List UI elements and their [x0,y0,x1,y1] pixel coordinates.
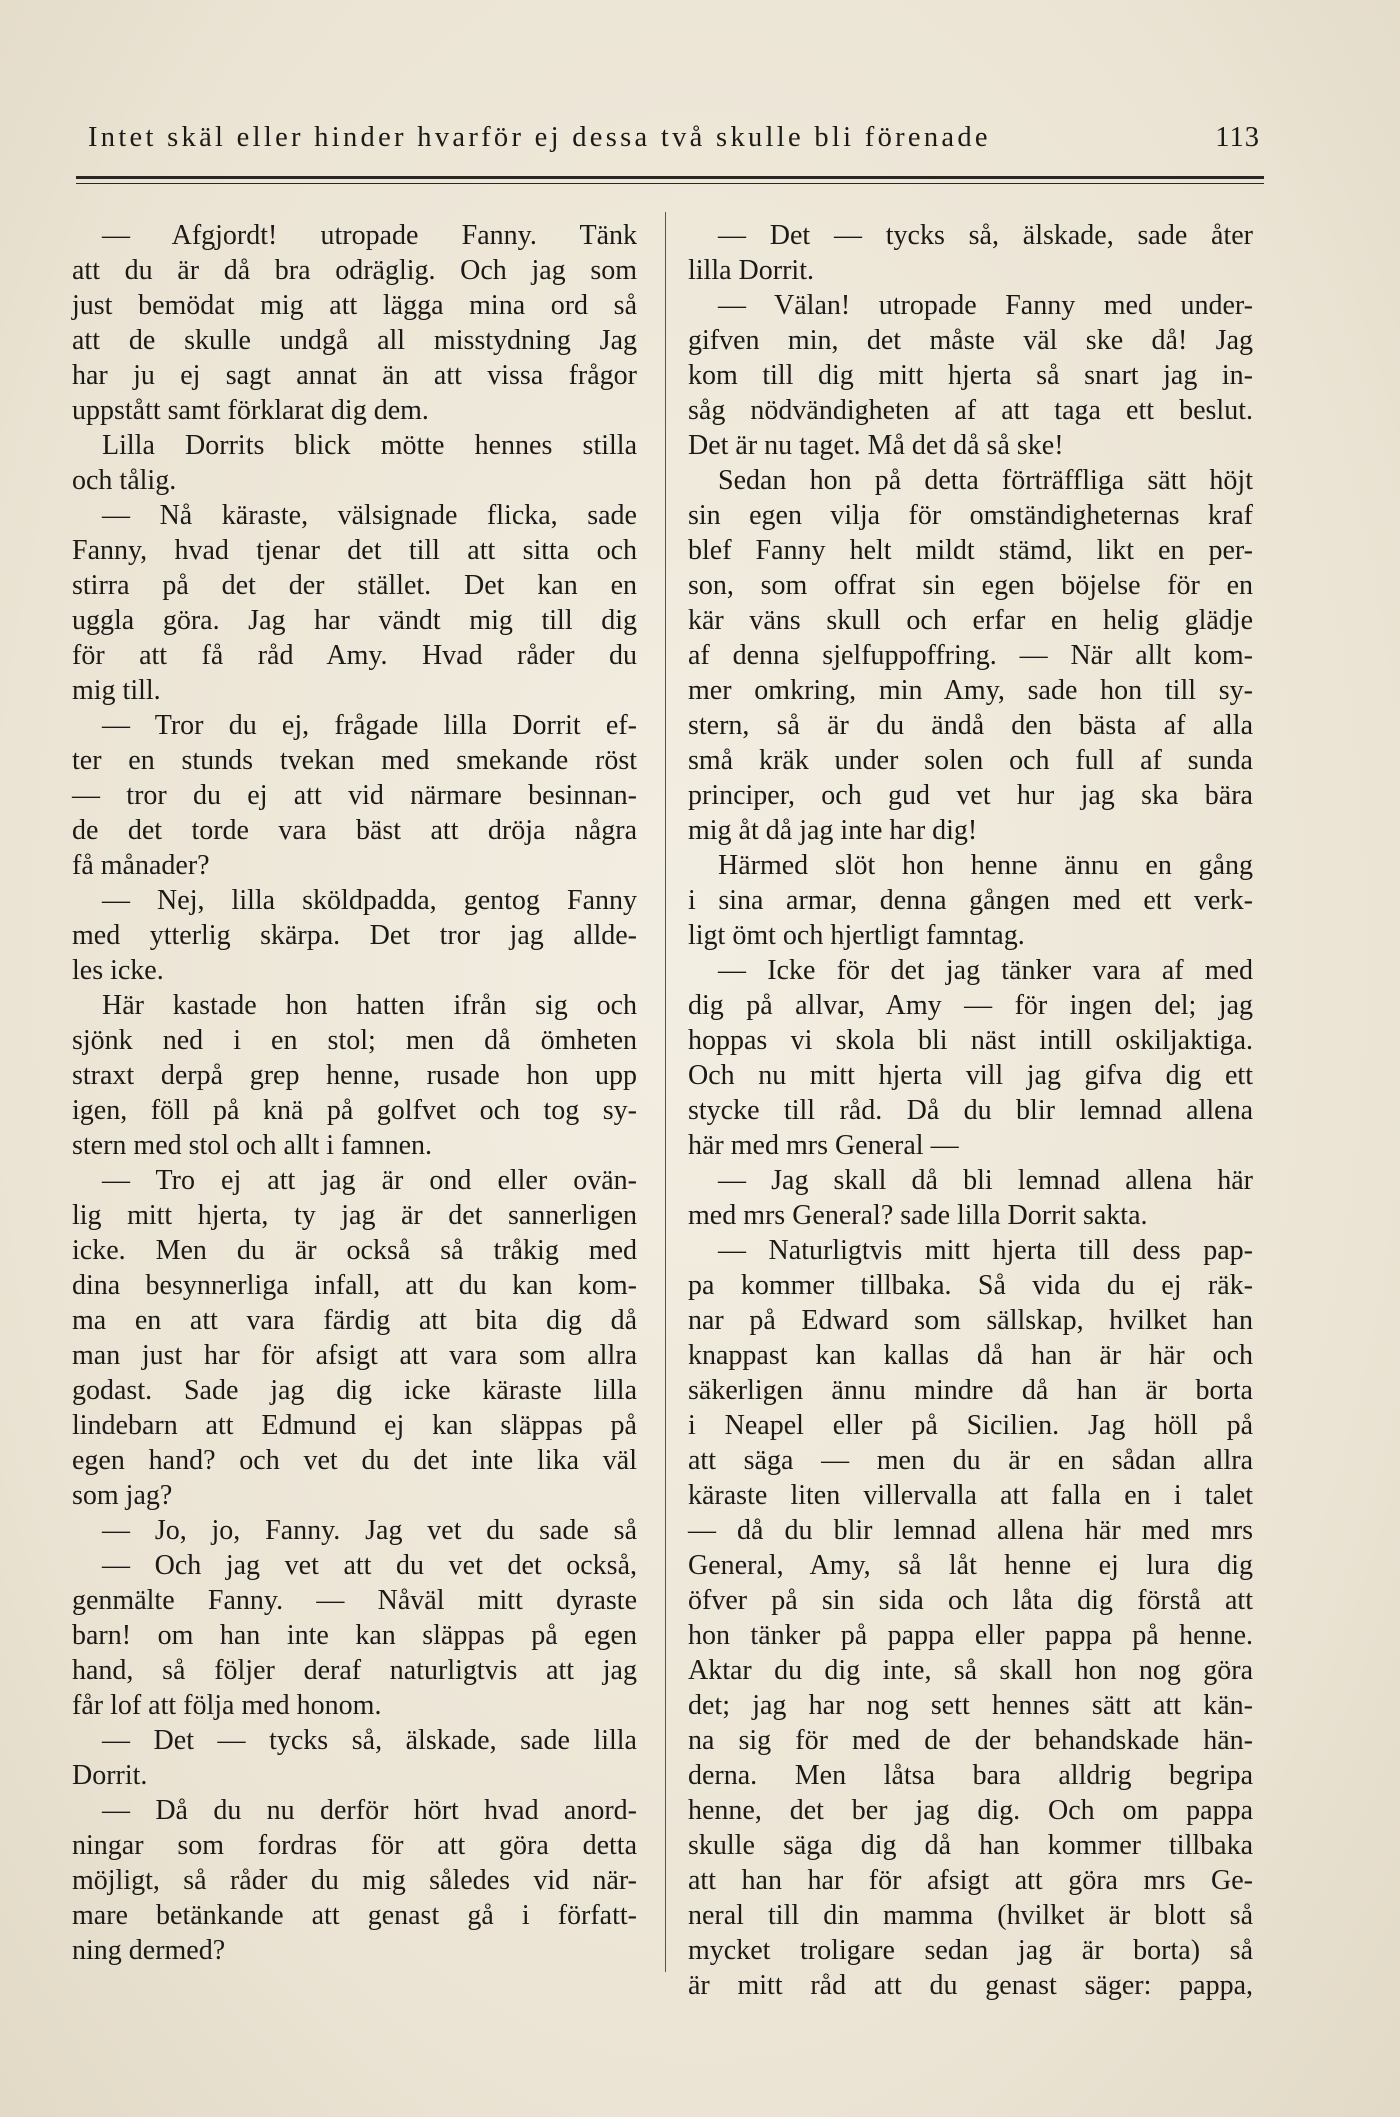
text-line: — Tror du ej, frågade lilla Dorrit ef- [102,710,637,741]
text-line: nar på Edward som sällskap, hvilket han [688,1305,1253,1336]
text-line: för att få råd Amy. Hvad råder du [72,640,637,671]
text-line: Dorrit. [72,1760,148,1791]
text-line: mig åt då jag inte har dig! [688,815,978,846]
text-line: pa kommer tillbaka. Så vida du ej räk- [688,1270,1253,1301]
text-line: stirra på det der stället. Det kan en [72,570,637,601]
text-line: lig mitt hjerta, ty jag är det sannerligen [72,1200,637,1231]
text-line: — Nå käraste, välsignade flicka, sade [102,500,637,531]
text-line: de det torde vara bäst att dröja några [72,815,637,846]
text-line: — Tro ej att jag är ond eller ovän- [102,1165,637,1196]
text-line: med ytterlig skärpa. Det tror jag allde- [72,920,637,951]
text-line: att de skulle undgå all misstydning Jag [72,325,637,356]
text-line: med mrs General? sade lilla Dorrit sakta. [688,1200,1148,1231]
text-line: just bemödat mig att lägga mina ord så [72,290,637,321]
column-divider [665,212,666,1972]
text-line: straxt derpå grep henne, rusade hon upp [72,1060,637,1091]
text-line: kom till dig mitt hjerta så snart jag in- [688,360,1253,391]
text-line: igen, föll på knä på golfvet och tog sy- [72,1095,637,1126]
text-line: kär väns skull och erfar en helig glädje [688,605,1253,636]
text-line: mer omkring, min Amy, sade hon till sy- [688,675,1253,706]
text-line: lindebarn att Edmund ej kan släppas på [72,1410,637,1441]
text-line: hoppas vi skola bli näst intill oskiljaktiga. [688,1025,1253,1056]
text-line: Härmed slöt hon henne ännu en gång [718,850,1253,881]
text-line: knappast kan kallas då han är här och [688,1340,1253,1371]
text-line: mare betänkande att genast gå i författ- [72,1900,637,1931]
text-line: det; jag har nog sett hennes sätt att kän- [688,1690,1253,1721]
text-line: son, som offrat sin egen böjelse för en [688,570,1253,601]
text-line: Lilla Dorrits blick mötte hennes stilla [102,430,637,461]
left-text-column [72,218,637,1968]
right-text-column [688,218,1253,2003]
text-line: principer, och gud vet hur jag ska bära [688,780,1253,811]
text-line: ningar som fordras för att göra detta [72,1830,637,1861]
page-header [80,122,1260,162]
text-line: dig på allvar, Amy — för ingen del; jag [688,990,1253,1021]
text-line: neral till din mamma (hvilket är blott så [688,1900,1253,1931]
text-line: får lof att följa med honom. [72,1690,382,1721]
text-line: Det är nu taget. Må det då så ske! [688,430,1064,461]
text-line: här med mrs General — [688,1130,959,1161]
text-line: gifven min, det måste väl ske då! Jag [688,325,1253,356]
text-line: och tålig. [72,465,177,496]
text-line: egen hand? och vet du det inte lika väl [72,1445,637,1476]
text-line: har ju ej sagt annat än att vissa frågor [72,360,637,391]
text-line: na sig för med de der behandskade hän- [688,1725,1253,1756]
text-line: få månader? [72,850,210,881]
text-line: — Välan! utropade Fanny med under- [718,290,1253,321]
text-line: Aktar du dig inte, så skall hon nog göra [688,1655,1253,1686]
text-line: är mitt råd att du genast säger: pappa, [688,1970,1253,2001]
text-line: uppstått samt förklarat dig dem. [72,395,429,426]
text-line: stern, så är du ändå den bästa af alla [688,710,1253,741]
text-line: öfver på sin sida och låta dig förstå att [688,1585,1253,1616]
text-line: mycket troligare sedan jag är borta) så [688,1935,1253,1966]
text-line: i Neapel eller på Sicilien. Jag höll på [688,1410,1253,1441]
text-line: ning dermed? [72,1935,226,1966]
text-line: Fanny, hvad tjenar det till att sitta och [72,535,637,566]
text-line: som jag? [72,1480,173,1511]
text-line: — Och jag vet att du vet det också, [102,1550,637,1581]
text-line: stern med stol och allt i famnen. [72,1130,433,1161]
text-line: att du är då bra odräglig. Och jag som [72,255,637,286]
text-line: dina besynnerliga infall, att du kan kom- [72,1270,637,1301]
text-line: Och nu mitt hjerta vill jag gifva dig ett [688,1060,1253,1091]
text-line: såg nödvändigheten af att taga ett beslut. [688,395,1253,426]
text-line: les icke. [72,955,164,986]
text-line: — Afgjordt! utropade Fanny. Tänk [102,220,637,251]
text-line: man just har för afsigt att vara som allra [72,1340,637,1371]
text-line: — tror du ej att vid närmare besinnan- [72,780,637,811]
text-line: derna. Men låtsa bara alldrig begripa [688,1760,1253,1791]
text-line: att han har för afsigt att göra mrs Ge- [688,1865,1253,1896]
text-line: — då du blir lemnad allena här med mrs [688,1515,1253,1546]
text-line: möjligt, så råder du mig således vid när- [72,1865,637,1896]
text-line: stycke till råd. Då du blir lemnad allena [688,1095,1253,1126]
text-line: — Det — tycks så, älskade, sade lilla [102,1725,637,1756]
text-line: att säga — men du är en sådan allra [688,1445,1253,1476]
text-line: — Jo, jo, Fanny. Jag vet du sade så [102,1515,637,1546]
text-line: henne, det ber jag dig. Och om pappa [688,1795,1253,1826]
text-line: — Naturligtvis mitt hjerta till dess pap- [718,1235,1253,1266]
text-line: — Jag skall då bli lemnad allena här [718,1165,1253,1196]
text-line: skulle säga dig då han kommer tillbaka [688,1830,1253,1861]
text-line: sin egen vilja för omständigheternas kraf [688,500,1253,531]
text-line: — Då du nu derför hört hvad anord- [102,1795,637,1826]
text-line: blef Fanny helt mildt stämd, likt en per- [688,535,1253,566]
page-number: 113 [1215,122,1260,153]
text-line: genmälte Fanny. — Nåväl mitt dyraste [72,1585,637,1616]
header-rule-thick [76,176,1264,179]
text-line: godast. Sade jag dig icke käraste lilla [72,1375,637,1406]
text-line: icke. Men du är också så tråkig med [72,1235,637,1266]
text-line: ter en stunds tvekan med smekande röst [72,745,637,776]
text-line: ligt ömt och hjertligt famntag. [688,920,1025,951]
text-line: säkerligen ännu mindre då han är borta [688,1375,1253,1406]
text-line: — Det — tycks så, älskade, sade åter [718,220,1253,251]
text-line: barn! om han inte kan släppas på egen [72,1620,637,1651]
text-line: lilla Dorrit. [688,255,814,286]
text-line: — Nej, lilla sköldpadda, gentog Fanny [102,885,637,916]
text-line: Här kastade hon hatten ifrån sig och [102,990,637,1021]
running-title: Intet skäl eller hinder hvarför ej dessa två skulle bli förenade [88,122,991,153]
text-line: hon tänker på pappa eller pappa på henne. [688,1620,1253,1651]
text-line: mig till. [72,675,161,706]
text-line: — Icke för det jag tänker vara af med [718,955,1253,986]
text-line: i sina armar, denna gången med ett verk- [688,885,1253,916]
text-line: Sedan hon på detta förträffliga sätt höjt [718,465,1253,496]
text-line: General, Amy, så låt henne ej lura dig [688,1550,1253,1581]
text-line: uggla göra. Jag har vändt mig till dig [72,605,637,636]
text-line: små kräk under solen och full af sunda [688,745,1253,776]
header-rule-thin [76,183,1264,184]
text-line: af denna sjelfuppoffring. — När allt kom- [688,640,1253,671]
text-line: käraste liten villervalla att falla en i talet [688,1480,1253,1511]
text-line: ma en att vara färdig att bita dig då [72,1305,637,1336]
text-line: sjönk ned i en stol; men då ömheten [72,1025,637,1056]
text-line: hand, så följer deraf naturligtvis att jag [72,1655,637,1686]
